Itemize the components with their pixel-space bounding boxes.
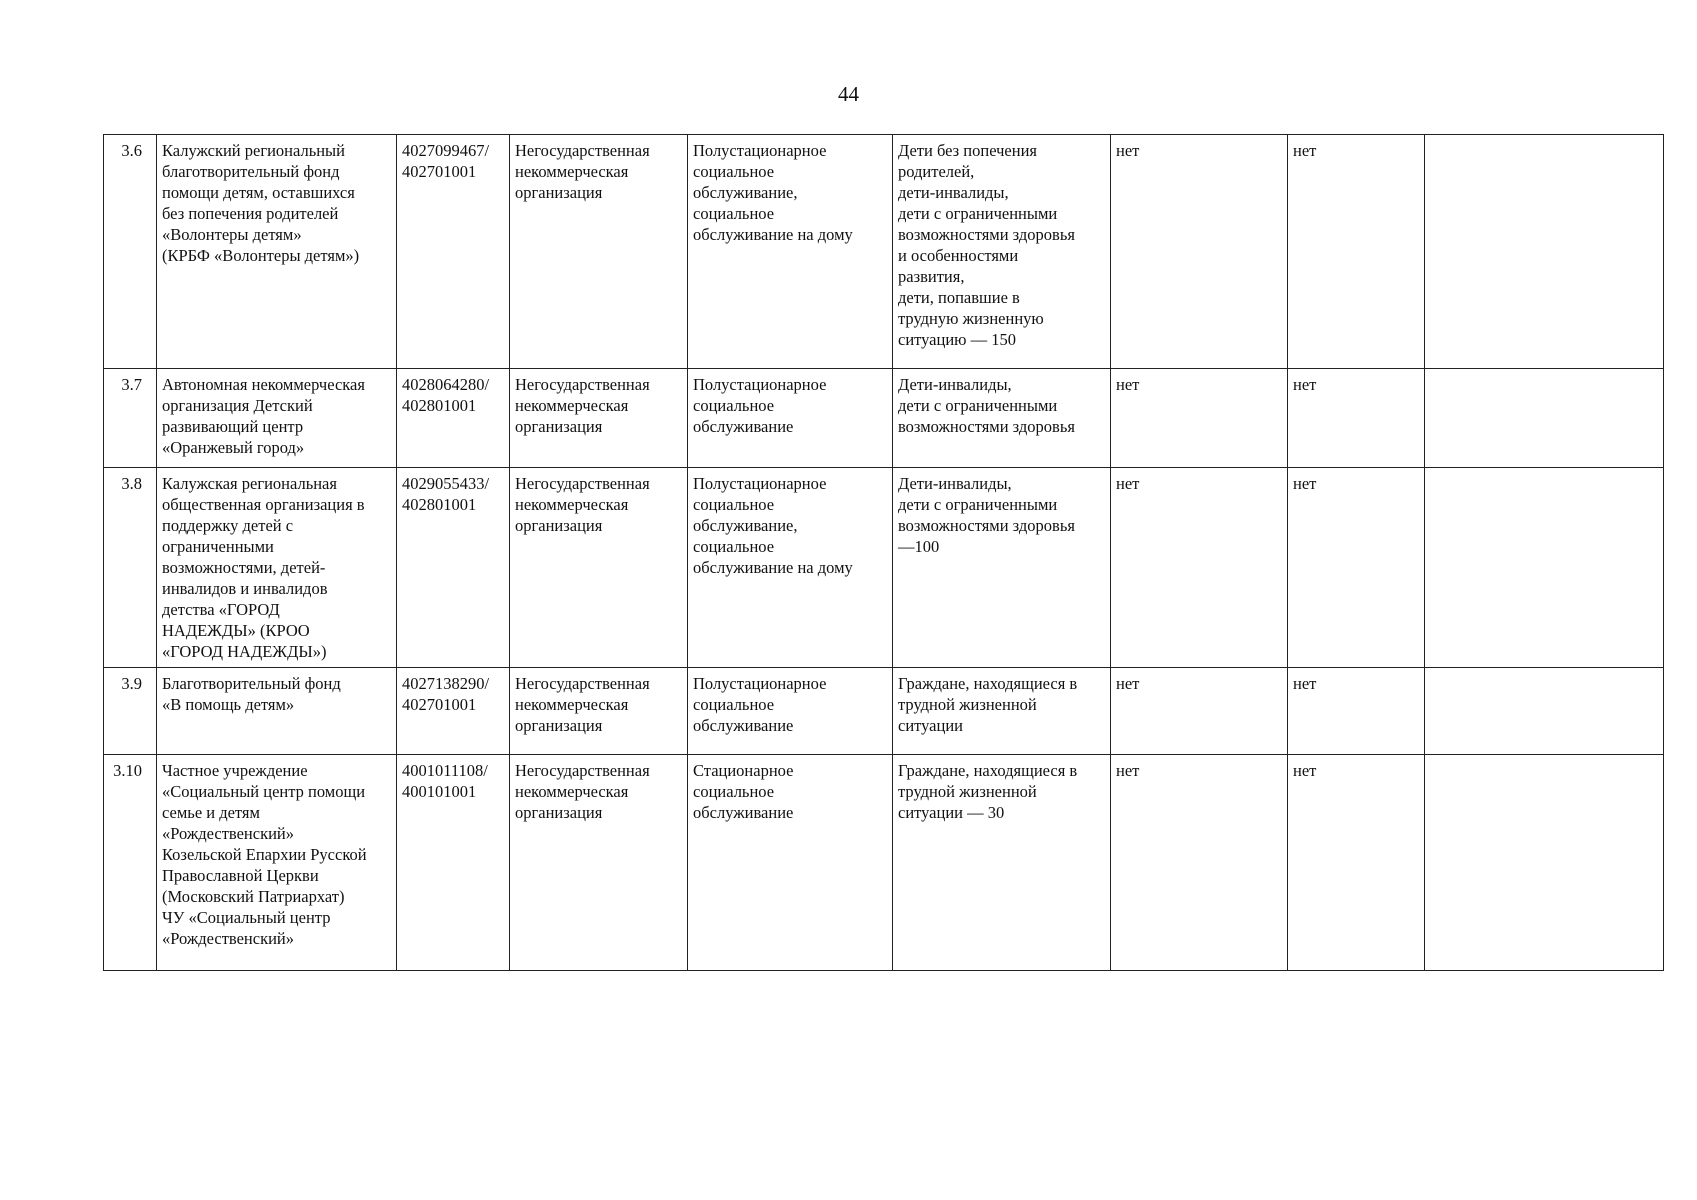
recipient-categories: Дети-инвалиды, дети с ограниченными возможностями здоровья —100 xyxy=(893,468,1111,668)
column-7-value: нет xyxy=(1111,468,1288,668)
service-form: Полустационарное социальное обслуживание, социальное обслуживание на дому xyxy=(688,468,893,668)
column-7-value: нет xyxy=(1111,369,1288,468)
service-form: Стационарное социальное обслуживание xyxy=(688,755,893,971)
column-8-value: нет xyxy=(1288,468,1425,668)
column-8-value: нет xyxy=(1288,369,1425,468)
row-number: 3.8 xyxy=(104,468,157,668)
table-row xyxy=(104,755,1664,971)
column-7-value: нет xyxy=(1111,755,1288,971)
row-number: 3.9 xyxy=(104,668,157,755)
organization-name: Частное учреждение «Социальный центр помощи семье и детям «Рождественский» Козельской Епархии Русской Православной Церкви (Московский Патриархат) ЧУ «Социальный центр «Рождественский» xyxy=(157,755,397,971)
column-8-value: нет xyxy=(1288,135,1425,369)
row-number: 3.6 xyxy=(104,135,157,369)
column-9-value xyxy=(1425,135,1664,369)
organization-type: Негосударственная некоммерческая организация xyxy=(510,668,688,755)
service-form: Полустационарное социальное обслуживание xyxy=(688,668,893,755)
inn-kpp: 4029055433/ 402801001 xyxy=(397,468,510,668)
organization-type: Негосударственная некоммерческая организация xyxy=(510,135,688,369)
inn-kpp: 4001011108/ 400101001 xyxy=(397,755,510,971)
page-number: 44 xyxy=(838,82,859,106)
organization-type: Негосударственная некоммерческая организация xyxy=(510,468,688,668)
organization-type: Негосударственная некоммерческая организация xyxy=(510,755,688,971)
providers-table xyxy=(103,134,1664,971)
service-form: Полустационарное социальное обслуживание, социальное обслуживание на дому xyxy=(688,135,893,369)
column-9-value xyxy=(1425,755,1664,971)
table-row xyxy=(104,668,1664,755)
column-8-value: нет xyxy=(1288,668,1425,755)
recipient-categories: Дети без попечения родителей, дети-инвалиды, дети с ограниченными возможностями здоровья и особенностями развития, дети, попавшие в трудную жизненную ситуацию — 150 xyxy=(893,135,1111,369)
column-7-value: нет xyxy=(1111,135,1288,369)
inn-kpp: 4027099467/ 402701001 xyxy=(397,135,510,369)
organization-name: Калужская региональная общественная организация в поддержку детей с ограниченными возможностями, детей- инвалидов и инвалидов детства «ГОРОД НАДЕЖДЫ» (КРОО «ГОРОД НАДЕЖДЫ») xyxy=(157,468,397,668)
organization-type: Негосударственная некоммерческая организация xyxy=(510,369,688,468)
column-7-value: нет xyxy=(1111,668,1288,755)
column-9-value xyxy=(1425,468,1664,668)
organization-name: Автономная некоммерческая организация Детский развивающий центр «Оранжевый город» xyxy=(157,369,397,468)
column-8-value: нет xyxy=(1288,755,1425,971)
recipient-categories: Граждане, находящиеся в трудной жизненной ситуации — 30 xyxy=(893,755,1111,971)
inn-kpp: 4027138290/ 402701001 xyxy=(397,668,510,755)
row-number: 3.7 xyxy=(104,369,157,468)
table-row xyxy=(104,369,1664,468)
organization-name: Благотворительный фонд «В помощь детям» xyxy=(157,668,397,755)
inn-kpp: 4028064280/ 402801001 xyxy=(397,369,510,468)
column-9-value xyxy=(1425,668,1664,755)
table-row xyxy=(104,468,1664,668)
organization-name: Калужский региональный благотворительный фонд помощи детям, оставшихся без попечения родителей «Волонтеры детям» (КРБФ «Волонтеры детям») xyxy=(157,135,397,369)
table-row xyxy=(104,135,1664,369)
recipient-categories: Граждане, находящиеся в трудной жизненной ситуации xyxy=(893,668,1111,755)
column-9-value xyxy=(1425,369,1664,468)
service-form: Полустационарное социальное обслуживание xyxy=(688,369,893,468)
recipient-categories: Дети-инвалиды, дети с ограниченными возможностями здоровья xyxy=(893,369,1111,468)
row-number: 3.10 xyxy=(104,755,157,971)
